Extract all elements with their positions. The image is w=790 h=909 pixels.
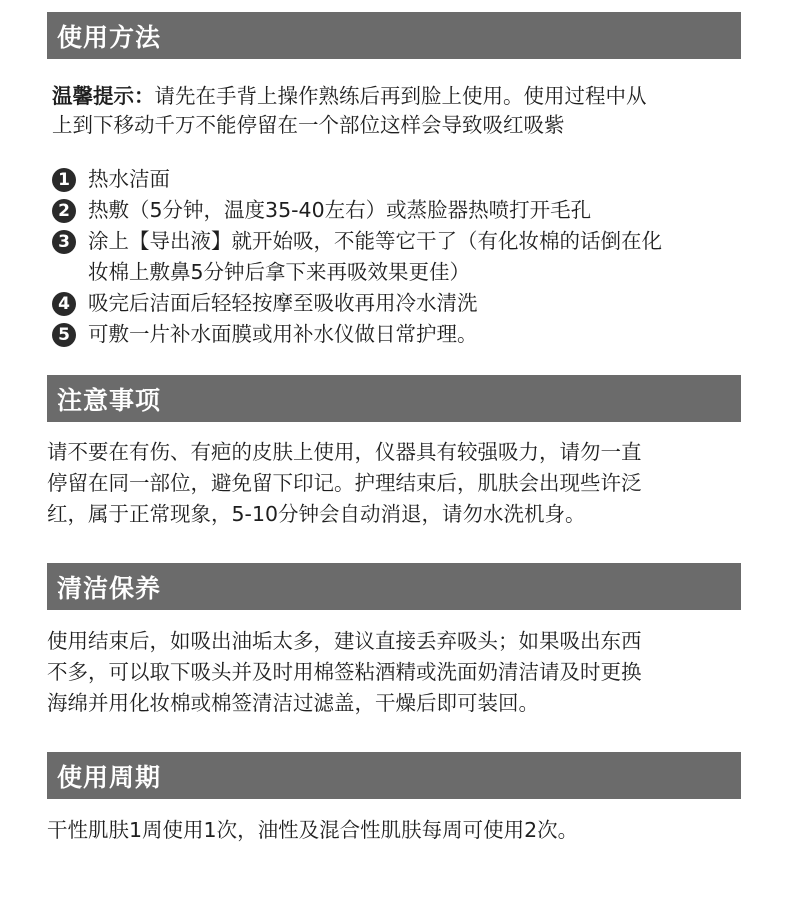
step-text-2: 热敷（5分钟，温度35-40左右）或蒸脸器热喷打开毛孔 bbox=[88, 198, 592, 222]
tip-line-1 bbox=[52, 81, 752, 111]
notes-paragraph bbox=[47, 437, 747, 530]
step-item-4 bbox=[52, 288, 752, 319]
cycle-line-1: 干性肌肤1周使用1次，油性及混合性肌肤每周可使用2次。 bbox=[47, 818, 579, 842]
cleaning-line-2: 不多，可以取下吸头并及时用棉签粘酒精或洗面奶清洁请及时更换 bbox=[47, 660, 642, 684]
cleaning-line-3: 海绵并用化妆棉或棉签清洁过滤盖，干燥后即可装回。 bbox=[47, 691, 539, 715]
step-text-5: 可敷一片补水面膜或用补水仪做日常护理。 bbox=[88, 322, 478, 346]
step-text-1: 热水洁面 bbox=[88, 167, 170, 191]
tip-label: 温馨提示： bbox=[52, 84, 155, 108]
notes-line-2: 停留在同一部位，避免留下印记。护理结束后，肌肤会出现些许泛 bbox=[47, 471, 642, 495]
cleaning-paragraph bbox=[47, 626, 747, 719]
step-number-2-icon: 2 bbox=[52, 199, 76, 223]
step-item-5 bbox=[52, 319, 752, 350]
cycle-section-header bbox=[47, 752, 741, 799]
tip-text-2: 上到下移动千万不能停留在一个部位这样会导致吸红吸紫 bbox=[52, 113, 565, 137]
step-number-3-icon: 3 bbox=[52, 230, 76, 254]
step-number-4-icon: 4 bbox=[52, 292, 76, 316]
cleaning-section-header bbox=[47, 563, 741, 610]
step-number-5-icon: 5 bbox=[52, 323, 76, 347]
step-text-3 bbox=[88, 226, 752, 288]
step-item-3 bbox=[52, 226, 752, 288]
tip-line-2 bbox=[52, 110, 752, 140]
notes-section-title: 注意事项 bbox=[57, 385, 162, 415]
notes-line-1: 请不要在有伤、有疤的皮肤上使用，仪器具有较强吸力，请勿一直 bbox=[47, 440, 642, 464]
notes-section-header bbox=[47, 375, 741, 422]
step-number-1-icon: 1 bbox=[52, 168, 76, 192]
cleaning-line-1: 使用结束后，如吸出油垢太多，建议直接丢弃吸头；如果吸出东西 bbox=[47, 629, 642, 653]
cycle-section-title: 使用周期 bbox=[57, 762, 162, 792]
step-text-3-line-2: 妆棉上敷鼻5分钟后拿下来再吸效果更佳） bbox=[88, 260, 471, 284]
tip-text-1: 请先在手背上操作熟练后再到脸上使用。使用过程中从 bbox=[154, 84, 647, 108]
notes-line-3: 红，属于正常现象，5-10分钟会自动消退，请勿水洗机身。 bbox=[47, 502, 586, 526]
usage-section-header bbox=[47, 12, 741, 59]
step-item-2 bbox=[52, 195, 752, 226]
cleaning-section-title: 清洁保养 bbox=[57, 573, 162, 603]
usage-section-title: 使用方法 bbox=[57, 22, 162, 52]
step-text-3-line-1: 涂上【导出液】就开始吸，不能等它干了（有化妆棉的话倒在化 bbox=[88, 229, 662, 253]
cycle-paragraph bbox=[47, 815, 747, 846]
step-item-1 bbox=[52, 164, 752, 195]
step-text-4: 吸完后洁面后轻轻按摩至吸收再用冷水清洗 bbox=[88, 291, 478, 315]
